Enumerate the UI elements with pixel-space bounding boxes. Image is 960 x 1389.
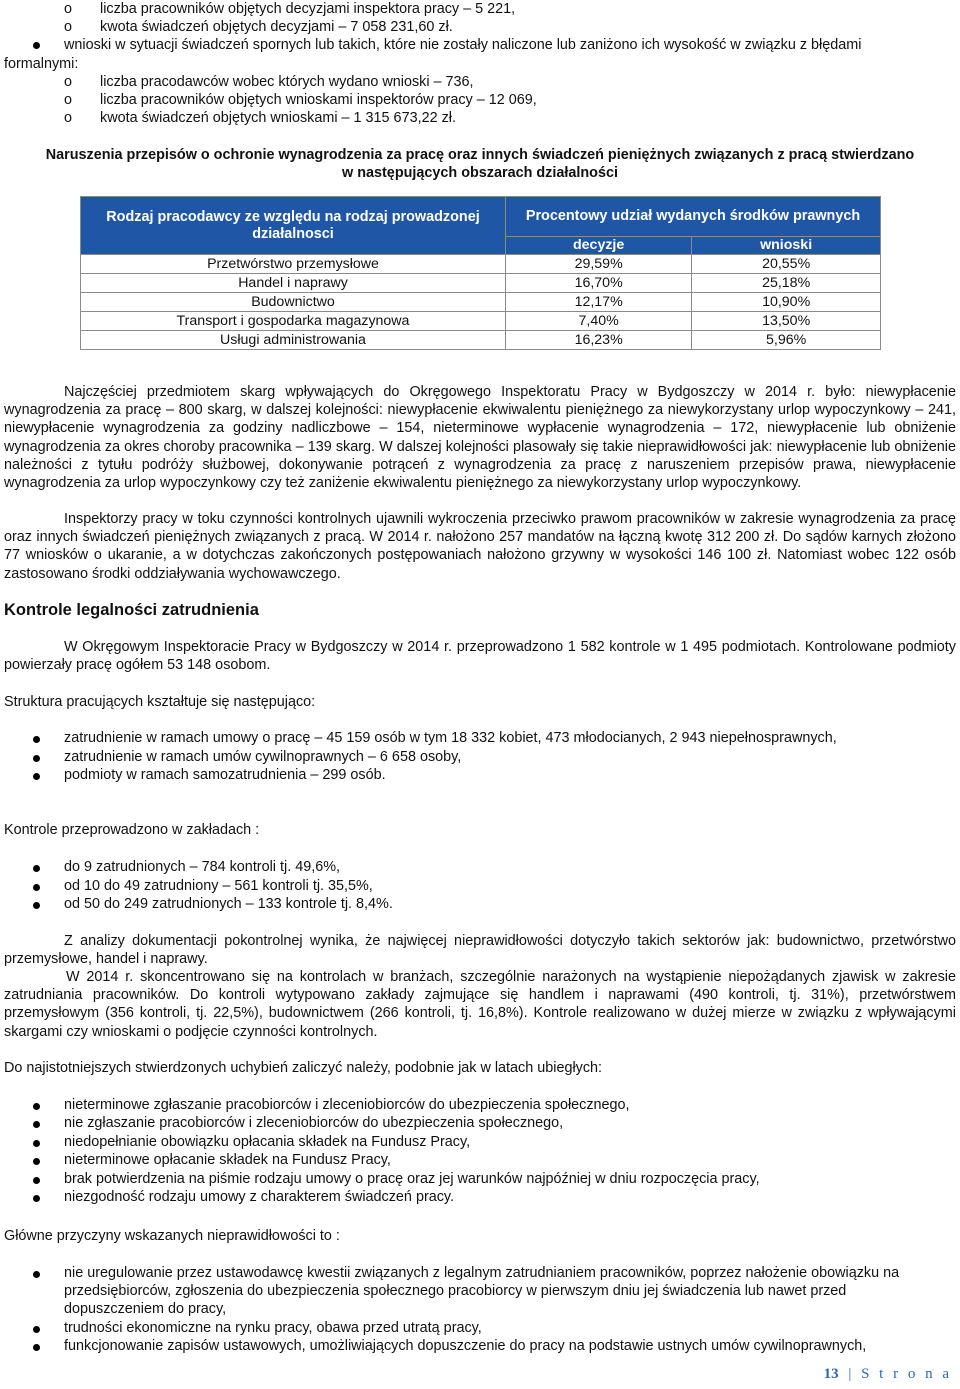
table-row <box>81 255 881 274</box>
bullet-icon <box>33 1158 40 1165</box>
list-item-continuation: formalnymi: <box>4 56 79 72</box>
list-item-text: nie zgłaszanie pracobiorców i zleceniobiorców do ubezpieczenia społecznego, <box>64 1115 564 1131</box>
list-item-text: do 9 zatrudnionych – 784 kontroli tj. 49,6%, <box>64 859 340 875</box>
sub-bullet-marker: o <box>64 19 73 35</box>
bullet-icon <box>33 884 40 891</box>
list-item-text: wnioski w sytuacji świadczeń spornych lub takich, które nie zostały naliczone lub zaniżono ich wysokość w związku z błędami <box>64 37 862 53</box>
column-header-employer-type: Rodzaj pracodawcy ze względu na rodzaj prowadzonej działalnosci <box>81 197 506 255</box>
list-item-text: trudności ekonomiczne na rynku pracy, obawa przed utratą pracy, <box>64 1320 482 1336</box>
page-number: 13 <box>823 1366 839 1382</box>
column-group-header: Procentowy udział wydanych środków prawnych <box>506 197 881 237</box>
cell-decyzje: 29,59% <box>506 255 692 274</box>
section-title: Kontrole legalności zatrudnienia <box>4 601 259 619</box>
cell-decyzje: 16,23% <box>506 331 692 350</box>
list-item-text: nieterminowe zgłaszanie pracobiorców i zleceniobiorców do ubezpieczenia społecznego, <box>64 1097 630 1113</box>
list-item-text: liczba pracowników objętych decyzjami inspektora pracy – 5 221, <box>100 1 516 17</box>
list-item-text: kwota świadczeń objętych wnioskami – 1 315 673,22 zł. <box>100 110 456 126</box>
list-item-text: niedopełnianie obowiązku opłacania składek na Fundusz Pracy, <box>64 1134 471 1150</box>
column-header-decyzje: decyzje <box>506 237 692 255</box>
list-item-text: od 50 do 249 zatrudnionych – 133 kontrole tj. 8,4%. <box>64 896 393 912</box>
cell-decyzje: 7,40% <box>506 312 692 331</box>
cell-name: Handel i naprawy <box>81 274 506 293</box>
violations-table <box>80 196 881 350</box>
bullet-icon <box>33 1344 40 1351</box>
paragraph-complaints: Najczęściej przedmiotem skarg wpływających do Okręgowego Inspektoratu Pracy w Bydgoszczy w 2014 r. było: niewypłacenie wynagrodzenia za pracę – 800 skarg, w dalszej kolejności: niewypłacenie ekwiwalentu pieniężnego za niewykorzystany urlop wypoczynkowy – 241, niewypłacenie wynagrodzenia za godziny nadliczbowe – 154, nieterminowe wypłacenie wynagrodzenia – 172, niewypłacenie lub obniżenie wynagrodzenia za okres choroby pracownika – 139 skarg. W dalszej kolejności plasowały się takie nieprawidłowości jak: niewypłacenie lub obniżenie należności z tytułu podróży służbowej, dokonywanie potrąceń z wynagrodzenia za pracę z naruszeniem przepisów prawa, niewypłacenie wynagrodzenia za urlop wypoczynkowy czy też zaniżenie ekwiwalentu pieniężnego za niewykorzystany urlop wypoczynkowy. <box>4 384 956 492</box>
bullet-icon <box>33 42 40 49</box>
bullet-icon <box>33 1177 40 1184</box>
list-item-text: liczba pracodawców wobec których wydano wnioski – 736, <box>100 74 474 90</box>
uchybienia-intro: Do najistotniejszych stwierdzonych uchybień zaliczyć należy, podobnie jak w latach ubiegłych: <box>4 1060 603 1076</box>
cell-wnioski: 5,96% <box>692 331 881 350</box>
cell-name: Budownictwo <box>81 293 506 312</box>
sub-bullet-marker: o <box>64 92 73 108</box>
bullet-icon <box>33 736 40 743</box>
paragraph-focus: W 2014 r. skoncentrowano się na kontrolach w branżach, szczególnie narażonych na wystąpienie niepożądanych zjawisk w zakresie zatrudniania pracowników. Do kontroli wytypowano zakłady zajmujące się handlem i naprawami (490 kontroli, tj. 31%), przetwórstwem przemysłowym (356 kontroli, tj. 22,5%), budownictwem (266 kontroli, tj. 16,8%). Kontrole realizowano w dużej mierze w związku z wpływającymi skargami czy wnioskami o podjęcie czynności kontrolnych. <box>4 969 956 1040</box>
list-item-text: nieterminowe opłacanie składek na Fundusz Pracy, <box>64 1152 391 1168</box>
list-item-text: podmioty w ramach samozatrudnienia – 299 osób. <box>64 767 386 783</box>
table-heading-line-2: w następujących obszarach działalności <box>342 165 618 181</box>
list-item-text: kwota świadczeń objętych decyzjami – 7 058 231,60 zł. <box>100 19 453 35</box>
table-heading-line-1: Naruszenia przepisów o ochronie wynagrodzenia za pracę oraz innych świadczeń pieniężnych związanych z pracą stwierdzano <box>45 147 915 163</box>
sub-bullet-marker: o <box>64 74 73 90</box>
sub-bullet-marker: o <box>64 1 73 17</box>
list-item-text: liczba pracowników objętych wnioskami inspektorów pracy – 12 069, <box>100 92 537 108</box>
table-row <box>81 312 881 331</box>
bullet-icon <box>33 755 40 762</box>
list-item-text: zatrudnienie w ramach umów cywilnoprawnych – 6 658 osoby, <box>64 749 462 765</box>
footer-separator: | <box>848 1366 852 1382</box>
table-row <box>81 293 881 312</box>
bullet-icon <box>33 1195 40 1202</box>
bullet-icon <box>33 1326 40 1333</box>
paragraph-controls: W Okręgowym Inspektoracie Pracy w Bydgoszczy w 2014 r. przeprowadzono 1 582 kontrole w 1 495 podmiotach. Kontrolowane podmioty powierzały pracę ogółem 53 148 osobom. <box>4 639 956 674</box>
list-item-text: zatrudnienie w ramach umowy o pracę – 45 159 osób w tym 18 332 kobiet, 473 młodocianych, 2 943 niepełnosprawnych, <box>64 730 837 746</box>
bullet-icon <box>33 865 40 872</box>
bullet-icon <box>33 1271 40 1278</box>
table-row <box>81 331 881 350</box>
cell-name: Transport i gospodarka magazynowa <box>81 312 506 331</box>
footer-label: S t r o n a <box>861 1366 952 1382</box>
sub-bullet-marker: o <box>64 110 73 126</box>
cell-decyzje: 16,70% <box>506 274 692 293</box>
list-item-text: niezgodność rodzaju umowy z charakterem świadczeń pracy. <box>64 1189 455 1205</box>
paragraph-inspections: Inspektorzy pracy w toku czynności kontrolnych ujawnili wykroczenia przeciwko prawom pracowników w zakresie wynagrodzenia za pracę oraz innych świadczeń pieniężnych związanych z pracą. W 2014 r. nałożono 257 mandatów na łączną kwotę 312 200 zł. Do sądów karnych złożono 77 wniosków o ukaranie, a w dotychczas zakończonych postępowaniach nałożono grzywny w wysokości 146 100 zł. Natomiast wobec 122 osób zastosowano środki oddziaływania wychowawczego. <box>4 511 956 582</box>
cell-wnioski: 25,18% <box>692 274 881 293</box>
bullet-icon <box>33 1121 40 1128</box>
bullet-icon <box>33 1103 40 1110</box>
bullet-icon <box>33 902 40 909</box>
list-item-text: od 10 do 49 zatrudniony – 561 kontroli tj. 35,5%, <box>64 878 373 894</box>
structure-intro: Struktura pracujących kształtuje się następująco: <box>4 694 316 710</box>
cell-name: Przetwórstwo przemysłowe <box>81 255 506 274</box>
bullet-icon <box>33 773 40 780</box>
cell-name: Usługi administrowania <box>81 331 506 350</box>
cell-wnioski: 13,50% <box>692 312 881 331</box>
cell-wnioski: 10,90% <box>692 293 881 312</box>
list-item-text: brak potwierdzenia na piśmie rodzaju umowy o pracę oraz jej warunków najpóźniej w dniu rozpoczęcia pracy, <box>64 1171 760 1187</box>
bullet-icon <box>33 1140 40 1147</box>
table-row <box>81 274 881 293</box>
column-header-wnioski: wnioski <box>692 237 881 255</box>
cell-wnioski: 20,55% <box>692 255 881 274</box>
cell-decyzje: 12,17% <box>506 293 692 312</box>
kontrole-intro: Kontrole przeprowadzono w zakładach : <box>4 822 260 838</box>
paragraph-analysis: Z analizy dokumentacji pokontrolnej wynika, że najwięcej nieprawidłowości dotyczyło takich sektorów jak: budownictwo, przetwórstwo przemysłowe, handel i naprawy. <box>4 933 956 968</box>
przyczyny-intro: Główne przyczyny wskazanych nieprawidłowości to : <box>4 1228 340 1244</box>
list-item-text: funkcjonowanie zapisów ustawowych, umożliwiających dopuszczenie do pracy na podstawie ustnych umów cywilnoprawnych, <box>64 1338 867 1354</box>
page-footer <box>824 1366 952 1383</box>
list-item-text: nie uregulowanie przez ustawodawcę kwestii związanych z legalnym zatrudnianiem pracowników, poprzez nałożenie obowiązku na przedsiębiorców, zgłoszenia do ubezpieczenia społecznego pracobiorcy w pierwszym dniu jej świadczenia lub nawet przed dopuszczeniem do pracy, <box>64 1265 900 1318</box>
